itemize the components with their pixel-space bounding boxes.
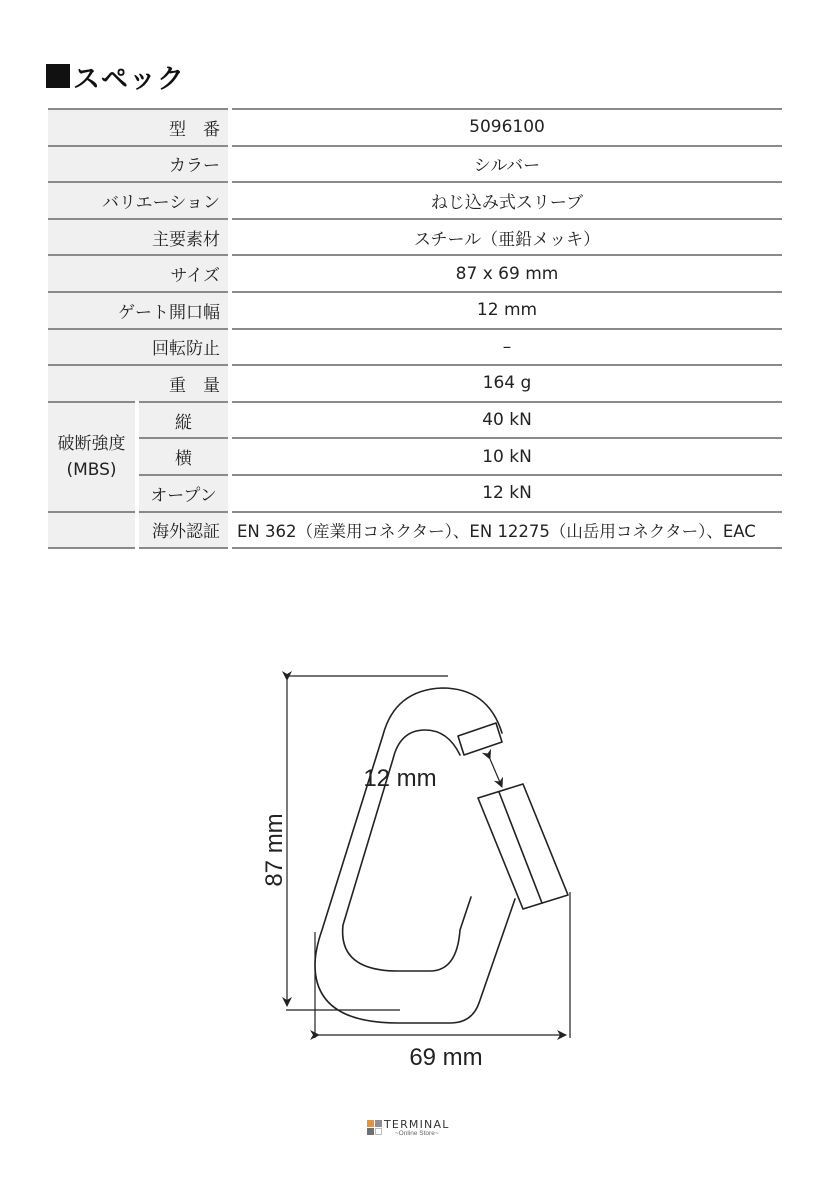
spec-row-variation [48,181,782,218]
spec-label: 型 番 [48,108,228,145]
mbs-label-line2: (MBS) [66,459,117,480]
mbs-sub-label: 縦 [139,401,228,438]
spec-label: サイズ [48,254,228,291]
mbs-value: 12 kN [232,474,782,511]
spec-value: シルバー [232,145,782,182]
spec-label: 主要素材 [48,218,228,255]
spec-value: EN 362（産業用コネクター）、EN 12275（山岳用コネクター）、EAC [232,511,782,548]
width-label: 69 mm [409,1044,483,1071]
spec-value: スチール（亜鉛メッキ） [232,218,782,255]
mbs-sub-label: 横 [139,437,228,474]
mbs-row-major-axis [135,401,782,438]
logo-mark-icon [367,1120,382,1135]
spec-group-mbs [48,401,782,511]
table-bottom-border [48,547,782,549]
spec-value: ねじ込み式スリーブ [232,181,782,218]
carabiner-dimension-diagram [250,660,590,1080]
spec-row-size [48,254,782,291]
cert-blank-cell [48,511,135,548]
spec-value: 87 x 69 mm [232,254,782,291]
square-bullet-icon [46,64,70,88]
spec-value: 164 g [232,364,782,401]
logo-subtitle: ~Online Store~ [394,1130,439,1137]
spec-value: – [232,328,782,365]
spec-value: 12 mm [232,291,782,328]
spec-row-color [48,145,782,182]
spec-label: 海外認証 [139,511,228,548]
mbs-value: 40 kN [232,401,782,438]
section-title-text: スペック [73,63,185,95]
spec-label: バリエーション [48,181,228,218]
mbs-value: 10 kN [232,437,782,474]
spec-row-material [48,218,782,255]
mbs-label-line1: 破断強度 [57,433,126,454]
spec-row-weight [48,364,782,401]
terminal-logo [367,1119,450,1138]
spec-row-gate-opening [48,291,782,328]
spec-row-model [48,108,782,145]
spec-row-anti-rotation [48,328,782,365]
mbs-group-label [48,401,135,511]
section-title [46,56,185,96]
spec-row-certification [48,511,782,548]
mbs-sub-label: オープン [139,474,228,511]
spec-table [48,108,782,549]
logo-name: TERMINAL [384,1118,450,1131]
spec-label: カラー [48,145,228,182]
spec-value: 5096100 [232,108,782,145]
spec-label: 重 量 [48,364,228,401]
height-label: 87 mm [261,813,288,887]
mbs-row-minor-axis [135,437,782,474]
gate-width-label: 12 mm [363,765,437,792]
mbs-row-open-gate [135,474,782,511]
spec-label: ゲート開口幅 [48,291,228,328]
spec-label: 回転防止 [48,328,228,365]
